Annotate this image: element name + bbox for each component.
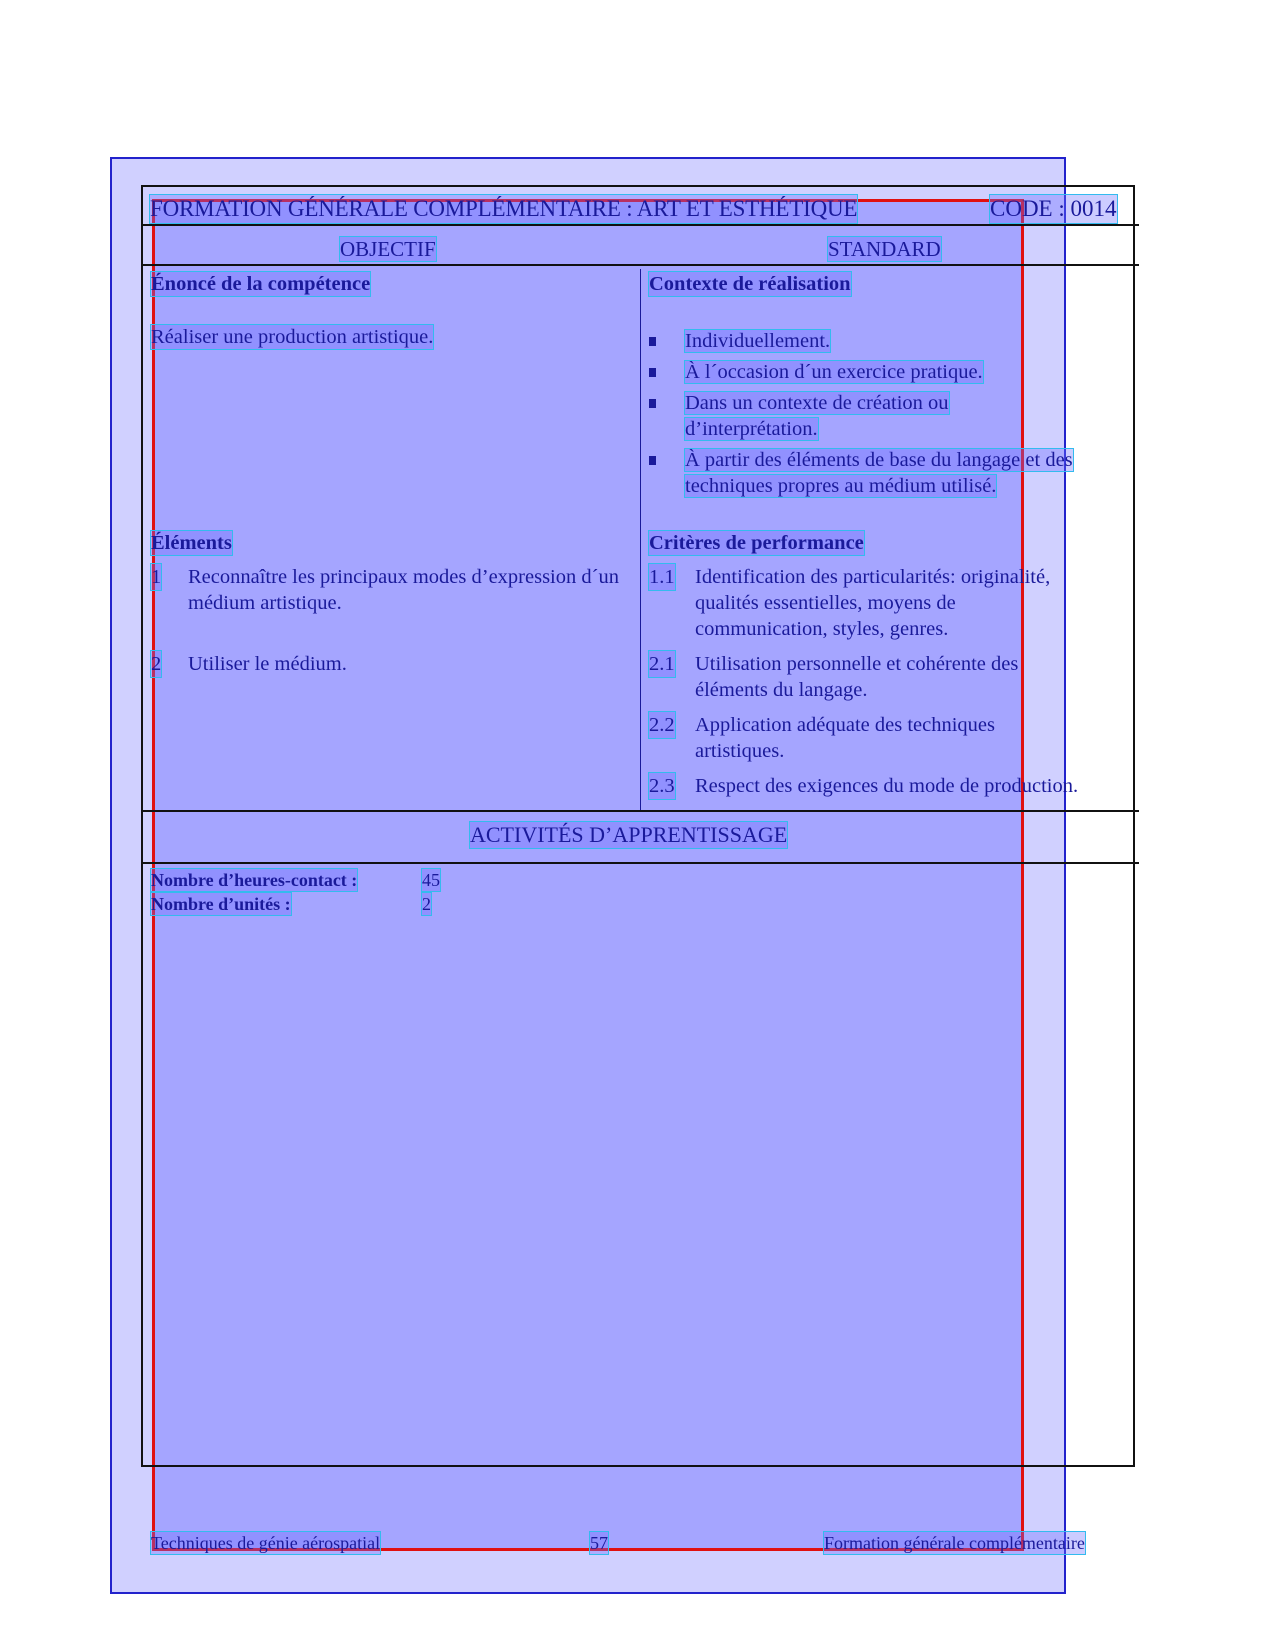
standard-column-heading: STANDARD	[828, 237, 941, 261]
title-divider	[141, 224, 1139, 226]
list-item	[649, 390, 979, 442]
criterion-number: 2.3	[649, 775, 675, 797]
activities-bottom-divider	[141, 862, 1139, 864]
units-value: 2	[422, 894, 431, 914]
context-item-text: Individuellement.	[685, 330, 831, 352]
contact-hours-label: Nombre d’heures-contact :	[151, 870, 358, 890]
column-divider	[640, 269, 641, 810]
criterion-text: Respect des exigences du mode de production.	[695, 775, 1079, 797]
list-item	[649, 359, 1089, 385]
element-number: 1	[151, 566, 162, 588]
competence-heading: Énoncé de la compétence	[151, 273, 371, 295]
element-number: 2	[151, 653, 162, 675]
element-text: Utiliser le médium.	[188, 653, 347, 675]
competence-statement: Réaliser une production artistique.	[151, 326, 434, 348]
context-item-text: À partir des éléments de base du langage et des techniques propres au médium utilisé.	[685, 449, 1073, 497]
element-text: Reconnaître les principaux modes d’expression d´un médium artistique.	[188, 566, 619, 614]
activities-heading: ACTIVITÉS D’APPRENTISSAGE	[470, 822, 788, 847]
column-header-divider	[141, 264, 1139, 266]
page-title: FORMATION GÉNÉRALE COMPLÉMENTAIRE : ART ET ESTHÉTIQUE	[150, 196, 858, 221]
bullet-icon	[649, 456, 656, 465]
activities-top-divider	[141, 810, 1139, 812]
list-item	[649, 447, 1079, 499]
footer-program: Techniques de génie aérospatial	[151, 1533, 381, 1553]
footer-page-number: 57	[590, 1533, 608, 1553]
footer-section: Formation générale complémentaire	[824, 1533, 1085, 1553]
context-list	[649, 328, 1089, 504]
units-label: Nombre d’unités :	[151, 894, 291, 914]
bullet-icon	[649, 368, 656, 377]
context-item-text: Dans un contexte de création ou d’interprétation.	[685, 392, 949, 440]
context-item-text: À l´occasion d´un exercice pratique.	[685, 361, 983, 383]
context-heading: Contexte de réalisation	[649, 273, 851, 295]
objective-column-heading: OBJECTIF	[340, 237, 436, 261]
bullet-icon	[649, 337, 656, 346]
course-code: CODE : 0014	[990, 196, 1117, 221]
criterion-number: 2.2	[649, 714, 675, 736]
criterion-number: 1.1	[649, 566, 675, 588]
criterion-text: Utilisation personnelle et cohérente des éléments du langage.	[695, 653, 1019, 701]
criteria-heading: Critères de performance	[649, 532, 864, 554]
criterion-text: Application adéquate des techniques artistiques.	[695, 714, 995, 762]
list-item	[649, 328, 1089, 354]
contact-hours-value: 45	[422, 870, 440, 890]
elements-heading: Éléments	[151, 532, 232, 554]
criterion-number: 2.1	[649, 653, 675, 675]
bullet-icon	[649, 399, 656, 408]
criterion-text: Identification des particularités: originalité, qualités essentielles, moyens de communication, styles, genres.	[695, 566, 1051, 640]
